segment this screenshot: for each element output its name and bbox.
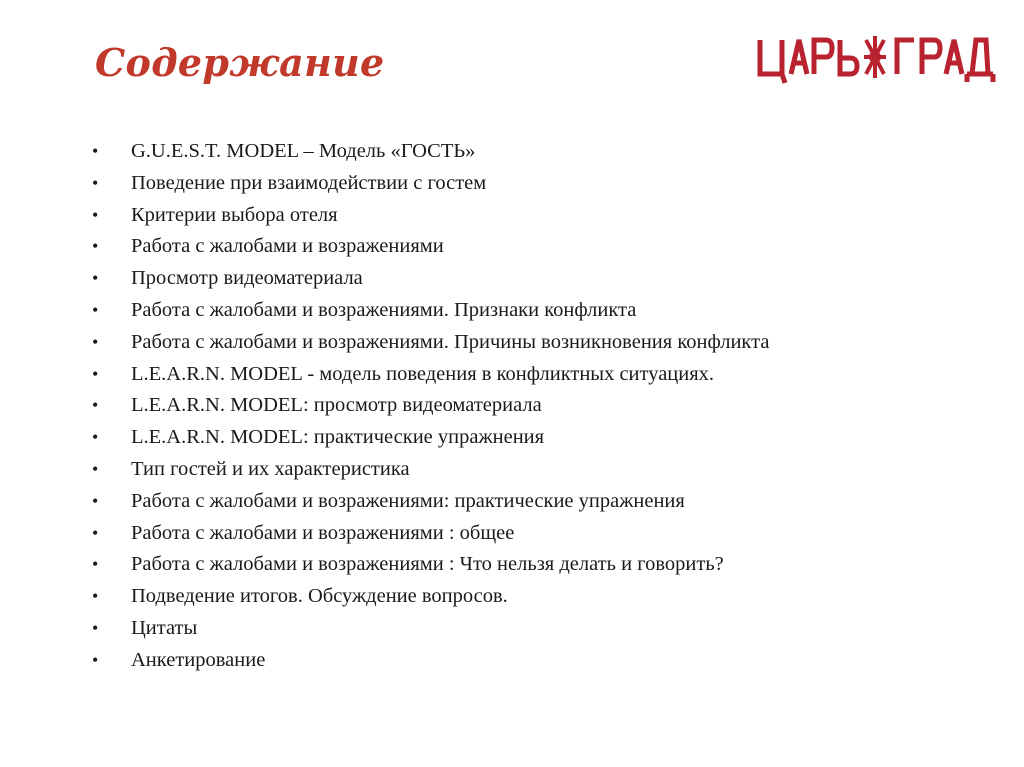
list-item-text: Работа с жалобами и возражениями: практические упражнения	[131, 489, 685, 512]
list-item	[88, 263, 769, 295]
bullet: •	[92, 141, 99, 161]
list-item-text: Тип гостей и их характеристика	[131, 457, 410, 480]
list-item	[88, 136, 769, 168]
logo-letter-a2	[946, 40, 962, 74]
list-item-text: L.E.A.R.N. MODEL: просмотр видеоматериала	[131, 394, 542, 417]
tsargrad-logo	[752, 30, 997, 92]
list-item-text: Работа с жалобами и возражениями. Причины возникновения конфликта	[131, 330, 770, 353]
page-title: Содержание	[95, 40, 385, 85]
list-item-text: Работа с жалобами и возражениями. Признаки конфликта	[131, 298, 637, 321]
bullet: •	[92, 363, 99, 384]
list-item	[88, 168, 769, 200]
list-item	[88, 200, 769, 232]
contents-list	[88, 136, 769, 677]
bullet: •	[92, 649, 99, 670]
list-item	[88, 581, 769, 613]
list-item	[88, 295, 769, 327]
bullet: •	[92, 268, 99, 289]
ornament-icon	[864, 36, 886, 78]
list-item	[88, 327, 769, 359]
bullet: •	[92, 395, 99, 416]
list-item-text: Работа с жалобами и возражениями	[131, 235, 444, 258]
list-item	[88, 613, 769, 645]
bullet: •	[92, 299, 99, 320]
list-item	[88, 454, 769, 486]
list-item-text: Просмотр видеоматериала	[131, 267, 363, 290]
list-item	[88, 518, 769, 550]
logo-letter-a	[791, 40, 807, 74]
bullet: •	[92, 586, 99, 607]
bullet: •	[92, 172, 99, 193]
list-item-text: Критерии выбора отеля	[131, 203, 338, 226]
list-item-text: Работа с жалобами и возражениями : общее	[131, 521, 515, 544]
bullet: •	[92, 331, 99, 352]
list-item	[88, 645, 769, 677]
list-item-text: Анкетирование	[131, 648, 266, 671]
bullet: •	[92, 617, 99, 638]
logo-letter-r2	[922, 40, 940, 74]
list-item-text: L.E.A.R.N. MODEL: практические упражнения	[131, 426, 545, 449]
list-item-text: Поведение при взаимодействии с гостем	[131, 171, 487, 194]
list-item-text: L.E.A.R.N. MODEL - модель поведения в конфликтных ситуациях.	[131, 362, 715, 385]
bullet: •	[92, 554, 99, 575]
list-item-text: Цитаты	[131, 616, 198, 639]
list-item	[88, 422, 769, 454]
list-item-text: Подведение итогов. Обсуждение вопросов.	[131, 585, 508, 608]
list-item	[88, 231, 769, 263]
list-item	[88, 486, 769, 518]
bullet: •	[92, 204, 99, 225]
list-item-text: G.U.E.S.T. MODEL – Модель «ГОСТЬ»	[131, 140, 476, 162]
bullet: •	[92, 236, 99, 257]
logo-letter-d	[967, 40, 993, 82]
bullet: •	[92, 490, 99, 511]
list-item	[88, 549, 769, 581]
list-item-text: Работа с жалобами и возражениями : Что нельзя делать и говорить?	[131, 553, 724, 576]
list-item	[88, 359, 769, 391]
bullet: •	[92, 522, 99, 543]
logo-letter-ts	[760, 40, 785, 83]
logo-letter-soft-sign	[840, 40, 857, 74]
bullet: •	[92, 458, 99, 479]
list-item	[88, 390, 769, 422]
logo-letter-g	[897, 40, 914, 74]
bullet: •	[92, 427, 99, 448]
logo-letter-r	[814, 40, 832, 74]
